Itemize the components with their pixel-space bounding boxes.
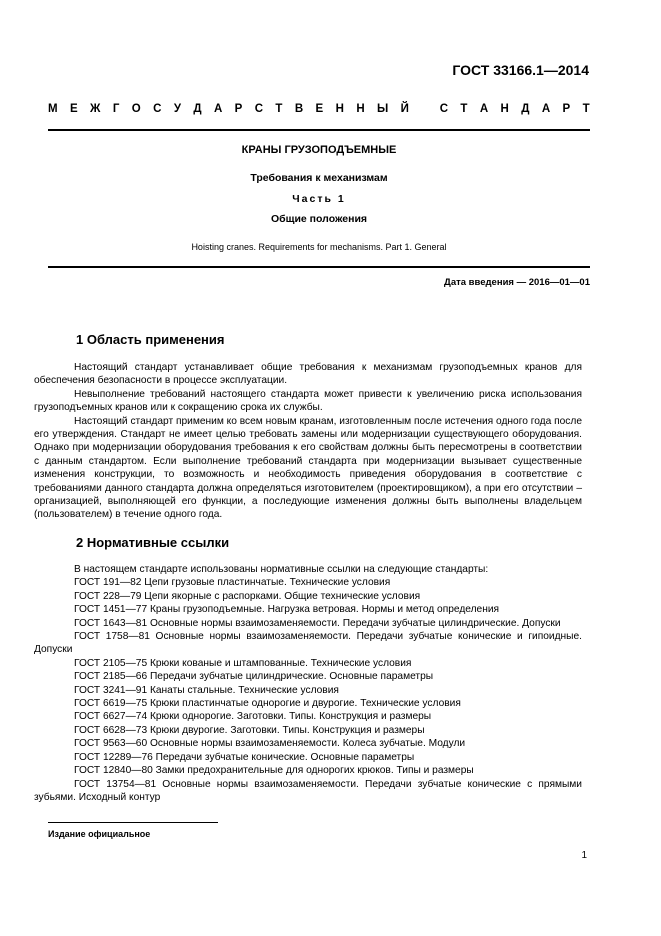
banner-letter: С — [254, 103, 264, 115]
paragraph: Настоящий стандарт устанавливает общие требования к механизмам грузоподъемных кранов для обеспечения безопасности в процессе эксплуатации. — [34, 362, 582, 387]
banner-letter: Д — [193, 103, 202, 115]
official-edition-label: Издание официальное — [48, 829, 151, 839]
reference-item: ГОСТ 2105—75 Крюки кованые и штампованные. Технические условия — [74, 657, 412, 669]
banner-letter: Й — [400, 103, 409, 115]
reference-item: ГОСТ 2185—66 Передачи зубчатые цилиндрические. Основные параметры — [74, 671, 434, 683]
reference-item: ГОСТ 1643—81 Основные нормы взаимозаменяемости. Передачи зубчатые цилиндрические. Допуски — [74, 617, 561, 629]
banner-letter: А — [479, 103, 489, 115]
banner-letter — [421, 103, 427, 115]
document-general: Общие положения — [270, 213, 368, 225]
paragraph: Настоящий стандарт применим ко всем новым кранам, изготовленным после истечения одного года после его утверждения. Стандарт не имеет целью требовать замены или модернизации существующего оборудования. Однако при модернизации оборудования требования к его свойствам должны быть пересмотрены в соответствии с данным стандартом. Если выполнение требований стандарта при модернизации вызывает существенные изменения конструкции, то возможность и необходимость приведения оборудования в соответствие с требованиями данного стандарта должна определяться изготовителем (проектировщиком), а при его отсутствии – организацией, выполняющей его функции, а последующие изменения должны быть выполнены владельцем (пользователем) в течение одного года. — [34, 415, 582, 521]
banner-letter: В — [294, 103, 304, 115]
banner-letter: У — [173, 103, 181, 115]
banner-letter: А — [541, 103, 551, 115]
banner-letter: Г — [112, 103, 120, 115]
reference-item: ГОСТ 13754—81 Основные нормы взаимозаменяемости. Передачи зубчатые конические с прямыми зубьями. Исходный контур — [34, 778, 582, 803]
banner-letter: С — [439, 103, 449, 115]
footer-divider — [48, 822, 218, 823]
reference-item: ГОСТ 191—82 Цепи грузовые пластинчатые. Технические условия — [74, 577, 391, 589]
reference-item: ГОСТ 3241—91 Канаты стальные. Технические условия — [74, 684, 339, 696]
banner-letter: Ж — [90, 103, 101, 115]
banner-letter: Р — [234, 103, 243, 115]
document-title: КРАНЫ ГРУЗОПОДЪЕМНЫЕ — [241, 144, 397, 156]
reference-item: ГОСТ 1758—81 Основные нормы взаимозаменяемости. Передачи зубчатые конические и гипоидные. Допуски — [34, 631, 582, 656]
section-1-heading: 1 Область применения — [76, 332, 225, 347]
paragraph: Невыполнение требований настоящего стандарта может привести к увеличению риска использования грузоподъемных кранов или к сокращению срока их службы. — [34, 388, 582, 414]
banner-letter: Н — [356, 103, 365, 115]
reference-item: ГОСТ 12840—80 Замки предохранительные для однорогих крюков. Типы и размеры — [74, 765, 474, 777]
banner-letter: Т — [275, 103, 283, 115]
section-2-body — [34, 563, 582, 804]
reference-item: ГОСТ 6628—73 Крюки двурогие. Заготовки. Типы. Конструкция и размеры — [74, 724, 425, 736]
banner-letter: Н — [335, 103, 344, 115]
banner-letter: Т — [582, 103, 590, 115]
page-number: 1 — [581, 850, 587, 861]
reference-item: ГОСТ 6619—75 Крюки пластинчатые однорогие и двурогие. Технические условия — [74, 698, 461, 710]
reference-item: ГОСТ 228—79 Цепи якорные с распорками. Общие технические условия — [74, 590, 421, 602]
introduction-date: Дата введения — 2016—01—01 — [444, 277, 590, 288]
banner-letter: А — [213, 103, 223, 115]
top-divider — [48, 129, 590, 131]
banner-letter: О — [131, 103, 141, 115]
document-subtitle: Требования к механизмам — [250, 172, 388, 184]
banner-letter: Е — [315, 103, 324, 115]
english-title: Hoisting cranes. Requirements for mechanisms. Part 1. General — [191, 242, 447, 252]
section-1-body — [34, 361, 582, 522]
banner-letter: Ы — [377, 103, 389, 115]
section-2-heading: 2 Нормативные ссылки — [76, 535, 230, 550]
banner-letter: Е — [69, 103, 78, 115]
reference-item: ГОСТ 1451—77 Краны грузоподъемные. Нагрузка ветровая. Нормы и метод определения — [74, 604, 500, 616]
banner-letter: С — [153, 103, 162, 115]
standard-number: ГОСТ 33166.1—2014 — [452, 62, 589, 78]
reference-item: ГОСТ 9563—60 Основные нормы взаимозаменяемости. Колеса зубчатые. Модули — [74, 738, 466, 750]
banner-letter: М — [48, 103, 58, 115]
document-part: Часть 1 — [292, 193, 346, 205]
banner-letter: Н — [500, 103, 509, 115]
interstate-standard-banner — [48, 103, 590, 115]
reference-item: ГОСТ 12289—76 Передачи зубчатые конические. Основные параметры — [74, 751, 415, 763]
banner-letter: Т — [460, 103, 468, 115]
references-intro: В настоящем стандарте использованы нормативные ссылки на следующие стандарты: — [74, 564, 489, 575]
reference-item: ГОСТ 6627—74 Крюки однорогие. Заготовки. Типы. Конструкция и размеры — [74, 711, 432, 723]
title-divider — [48, 266, 590, 268]
banner-letter: Р — [562, 103, 571, 115]
banner-letter: Д — [521, 103, 530, 115]
